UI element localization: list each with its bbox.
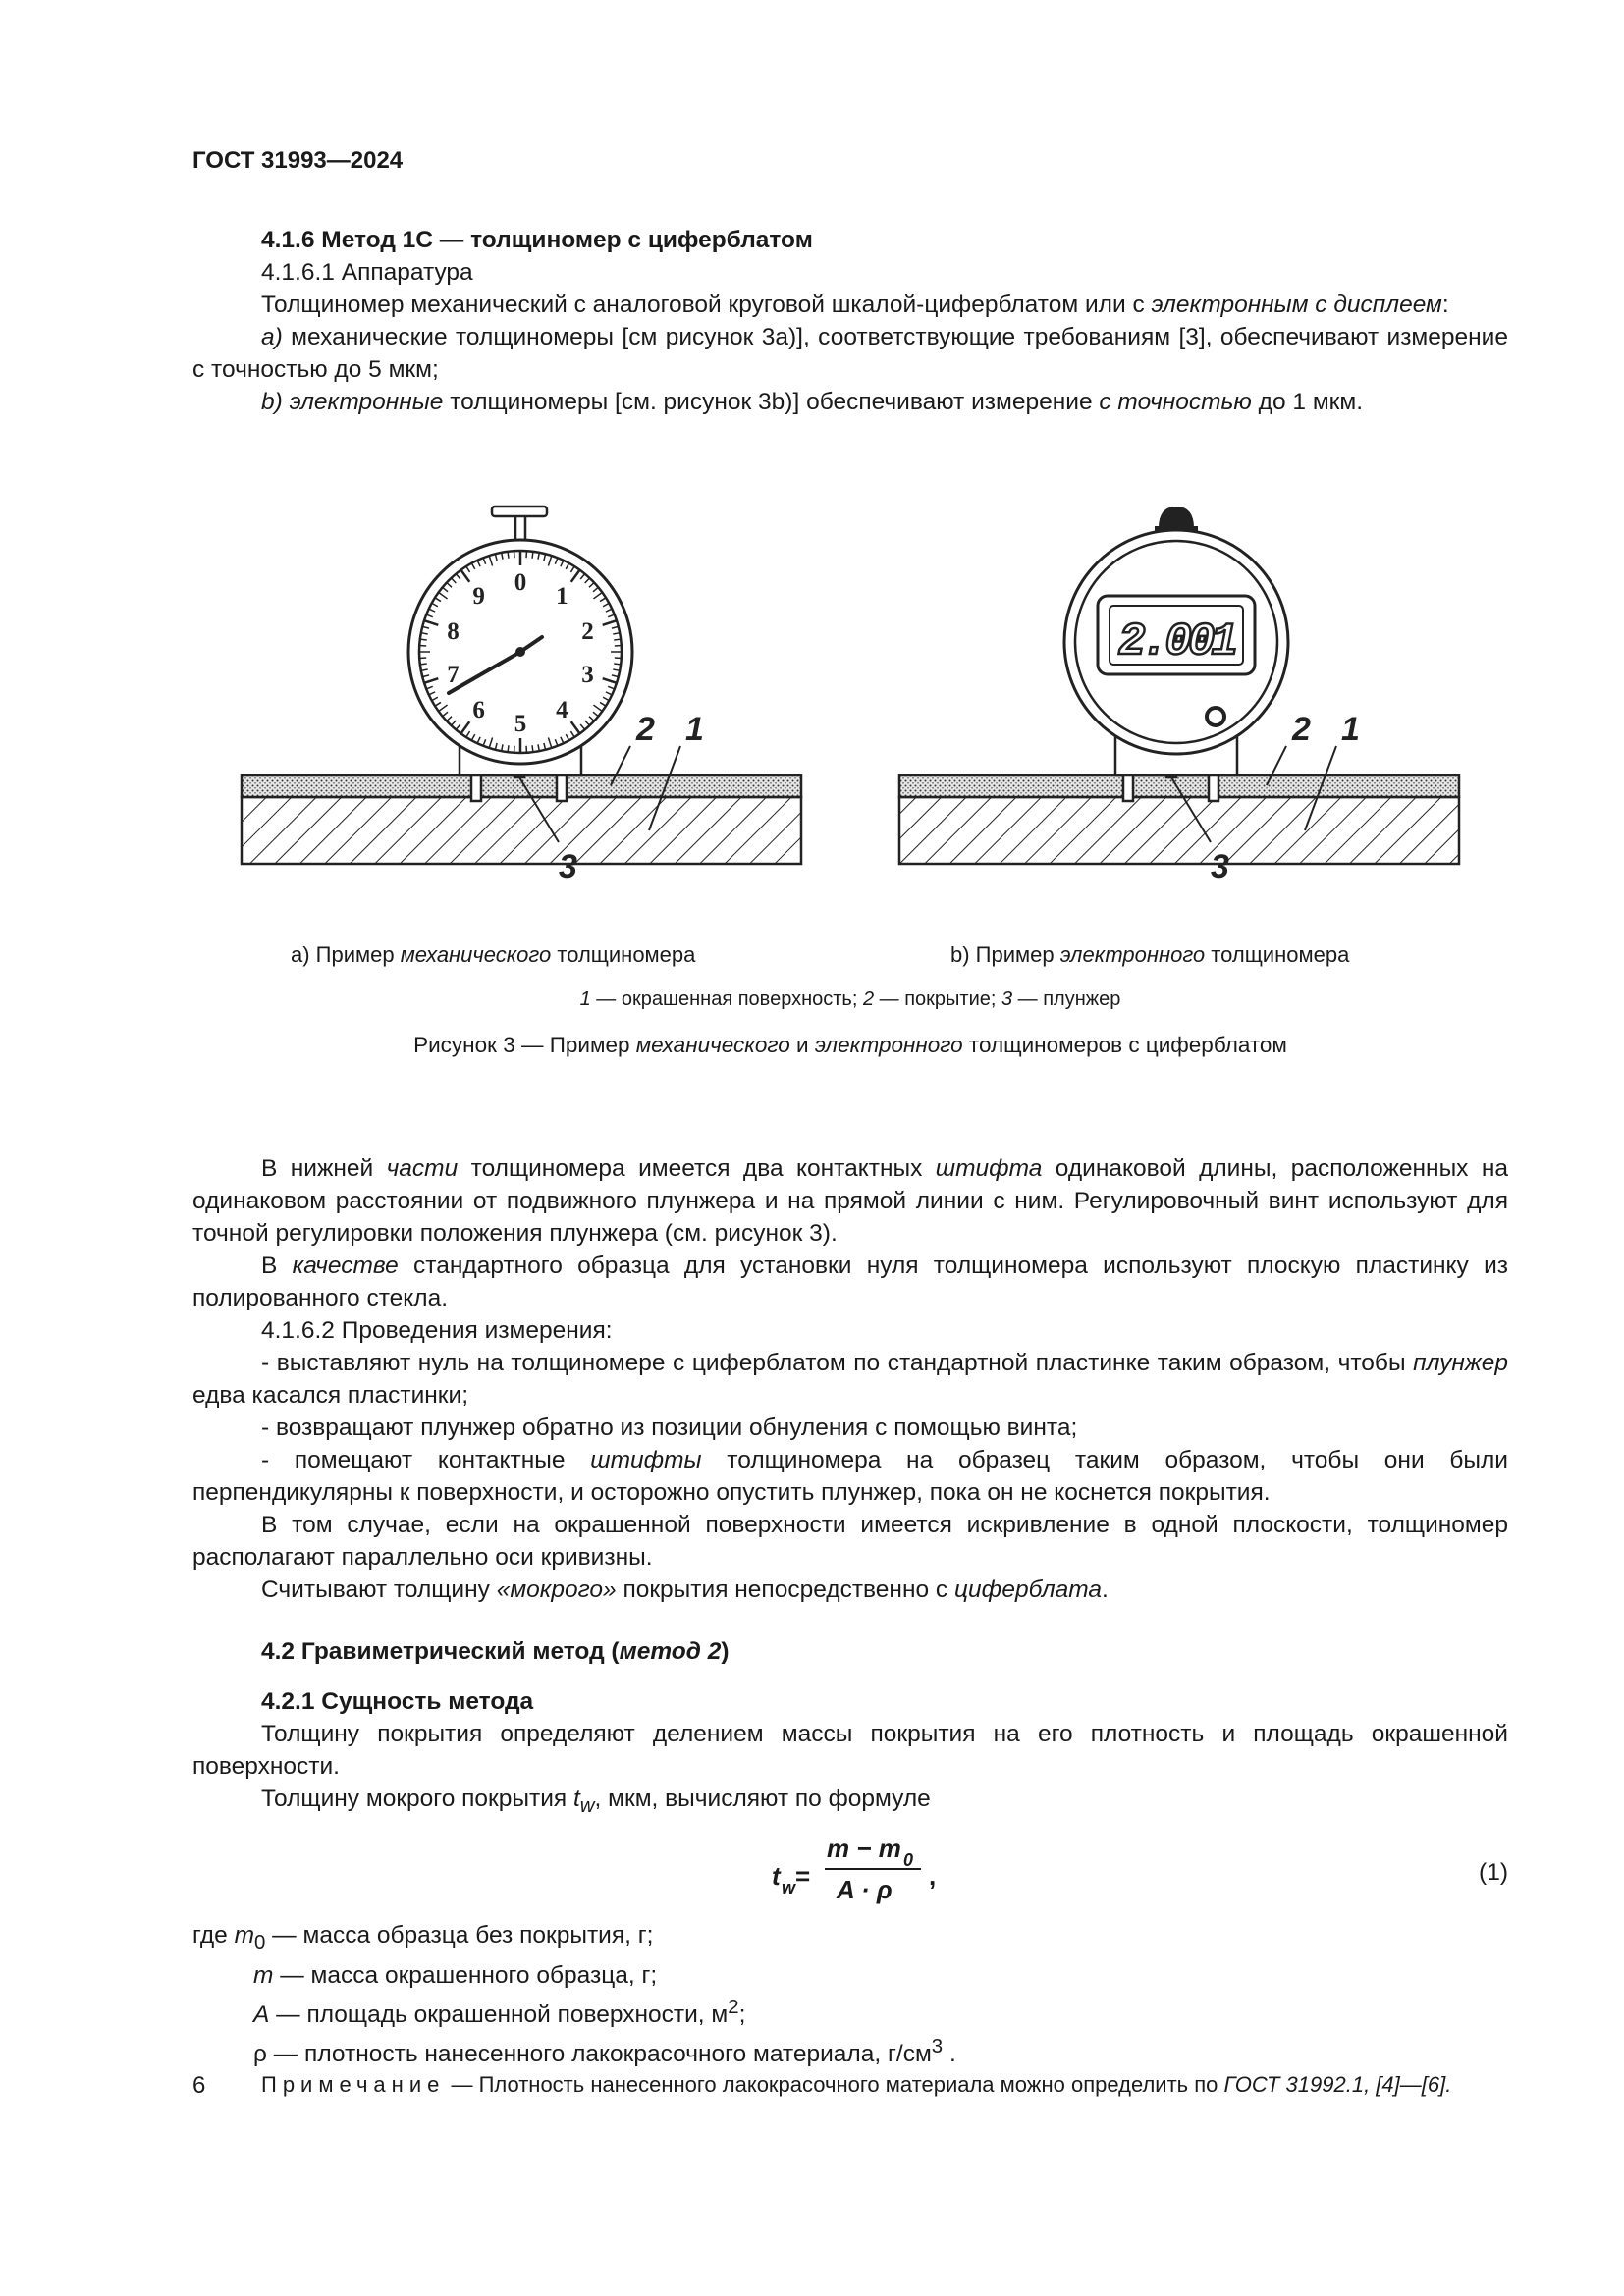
dial-tick [532,552,533,559]
dial-number: 8 [447,617,460,645]
dial-number: 2 [581,617,594,645]
page-content [192,224,1508,2100]
dial-tick [532,745,533,752]
mechanical-gauge [242,507,801,885]
painted-surface-a [242,797,801,864]
subsection-4-2-1: 4.2.1 Сущность метода [261,1688,534,1715]
figure-3 [192,446,1508,1152]
lift-knob [492,507,547,516]
list-item-a: а) механические толщиномеры [см рисунок 3а)], соответствующие требованиям [3], обеспечивают измерение с точностью до 5 мкм; [192,324,1508,383]
dial-tick [420,639,427,640]
dial-number: 4 [556,697,568,724]
paragraph-apparatus-intro: Толщиномер механический с аналоговой круговой шкалой-циферблатом или с электронным с дисплеем: [261,292,1449,318]
dial-number: 1 [556,582,568,610]
document-id-header: ГОСТ 31993—2024 [192,147,404,174]
section-heading-4-2: 4.2 Гравиметрический метод (метод 2) [261,1638,730,1665]
dial-number: 7 [447,662,460,689]
callout-2-a: 2 [636,711,655,748]
list-item-b: b) электронные толщиномеры [см. рисунок 3b)] обеспечивают измерение с точностью до 1 мкм. [261,389,1364,415]
paragraph-read-thickness: Считывают толщину «мокрого» покрытия непосредственно с циферблата. [261,1576,1109,1603]
section-heading-4-1-6: 4.1.6 Метод 1С — толщиномер с циферблатом [261,227,813,253]
paragraph-reference-sample: В качестве стандартного образца для установки нуля толщиномера используют плоскую пластинку из полированного стекла. [192,1253,1508,1311]
callout-1-b: 1 [1341,711,1360,748]
caption-b: b) Пример электронного толщиномера [950,942,1350,967]
figure-title: Рисунок 3 — Пример механического и электронного толщиномеров с циферблатом [413,1033,1287,1057]
paragraph-formula-intro: Толщину мокрого покрытия $t_w$, мкм, вычисляют по формуле [261,1786,931,1817]
dial-number: 0 [514,569,527,596]
subsection-4-1-6-2: 4.1.6.2 Проведения измерения: [261,1317,613,1344]
caption-a: а) Пример механического толщиномера [291,942,696,967]
dial-tick [508,745,509,752]
subsection-4-1-6-1: 4.1.6.1 Аппаратура [261,259,473,286]
step-zero-gauge: - выставляют нуль на толщиномере с циферблатом по стандартной пластинке таким образом, чтобы плунжер едва касался пластинки; [192,1350,1508,1409]
page-number: 6 [192,2072,206,2099]
callout-2-b: 2 [1292,711,1311,748]
dial-number: 9 [472,582,485,610]
hanger-top [1159,507,1194,528]
where-m0: где $m_0$ — масса образца без покрытия, г; [192,1921,654,1953]
dial-tick [508,552,509,559]
paragraph-curvature: В том случае, если на окрашенной поверхности имеется искривление в одной плоскости, толщиномер располагают параллельно оси кривизны. [192,1512,1508,1571]
coating-a [242,775,801,797]
paragraph-method-essence: Толщину покрытия определяют делением массы покрытия на его плотность и площадь окрашенной поверхности. [192,1721,1508,1780]
painted-surface-b [899,797,1459,864]
dial-tick [614,664,621,665]
display-readout: 2.001 [1117,616,1235,667]
where-a: A — площадь окрашенной поверхности, $м^2$; [253,1996,746,2028]
dial-tick [420,664,427,665]
power-button-icon [1207,708,1224,725]
callout-3-b: 3 [1211,848,1229,885]
paragraph-pins: В нижней части толщиномера имеется два контактных штифта одинаковой длины, расположенных на одинаковом расстоянии от подвижного плунжера и на прямой линии с ним. Регулировочный винт используют для точной регулировки положения плунжера (см. рисунок 3). [192,1155,1508,1247]
step-return-plunger: - возвращают плунжер обратно из позиции обнуления с помощью винта; [261,1415,1078,1441]
callout-3-a: 3 [559,848,577,885]
note: Примечание — Плотность нанесенного лакокрасочного материала можно определить по ГОСТ 31992.1, [4]—[6]. [261,2072,1452,2098]
electronic-gauge [899,507,1459,885]
step-place-pins: - помещают контактные штифты толщиномера на образец таким образом, чтобы они были перпендикулярны к поверхности, и осторожно опустить плунжер, пока он не коснется покрытия. [192,1447,1508,1506]
formula-1: t w = m − m 0 A · ρ , [772,1833,937,1904]
callout-1-a: 1 [685,711,704,748]
where-m: m — масса окрашенного образца, г; [253,1961,658,1989]
formula-row [192,1833,1508,1919]
formula-number: (1) [1479,1858,1508,1886]
coating-b [899,775,1459,797]
figure-3-drawing [192,446,1508,907]
dial-number: 5 [514,711,527,737]
where-rho: ρ — плотность нанесенного лакокрасочного материала, $г/см^3$ . [253,2035,956,2068]
dial-number: 3 [581,662,594,689]
dial-number: 6 [472,697,485,724]
dial-tick [614,639,621,640]
figure-legend: 1 — окрашенная поверхность; 2 — покрытие; 3 — плунжер [579,988,1121,1010]
